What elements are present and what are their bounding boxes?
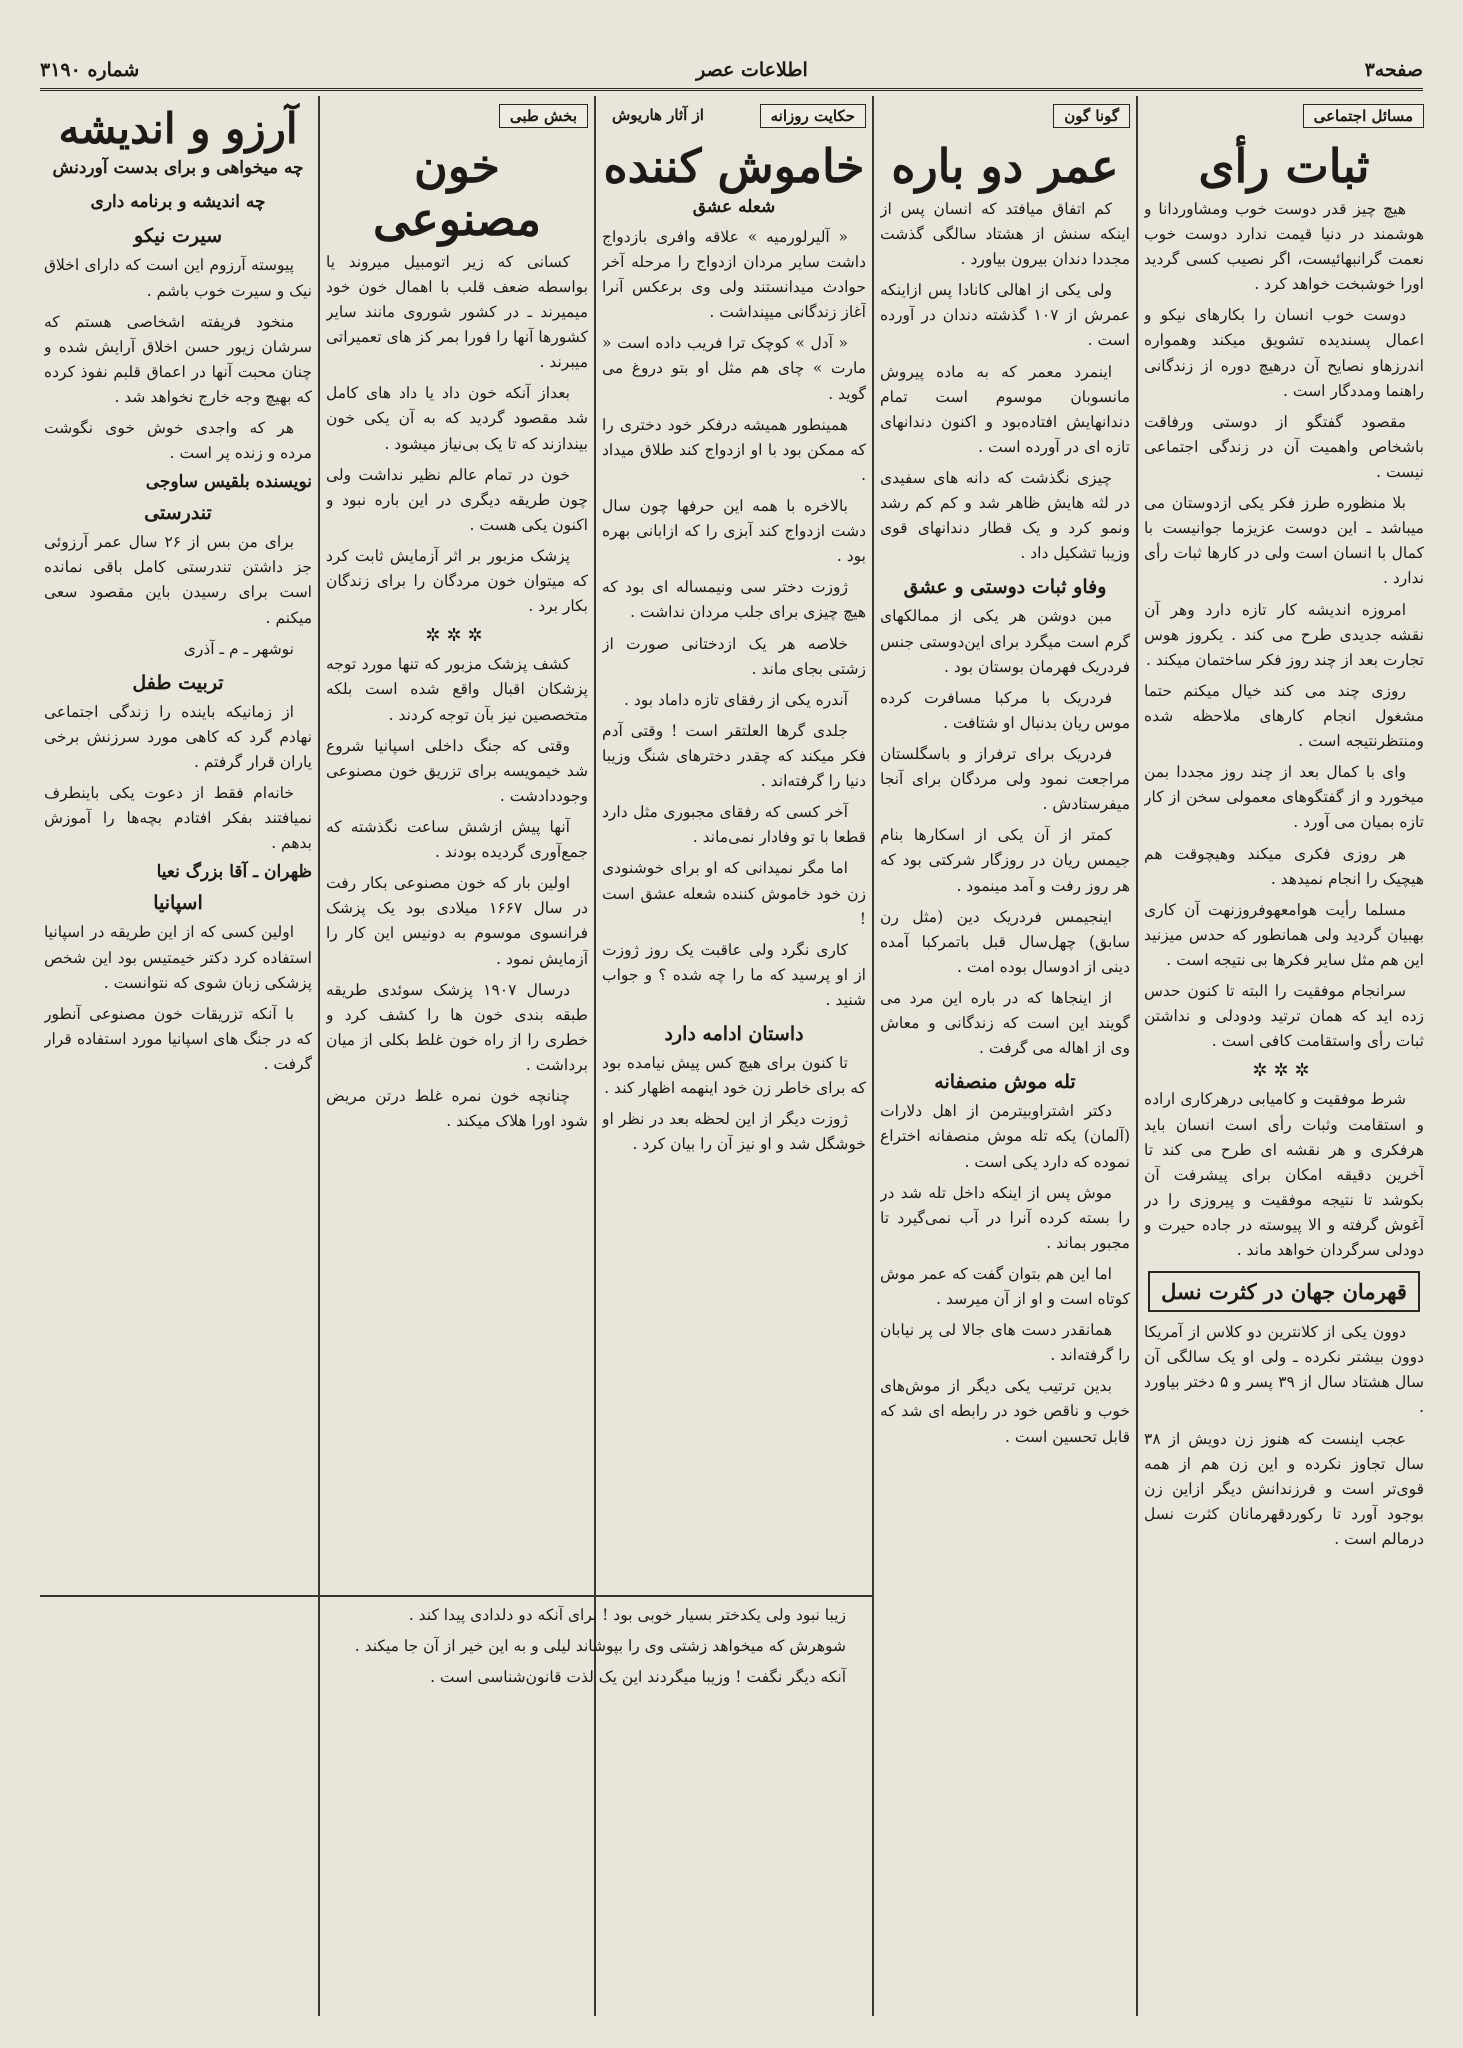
section-title-health: تندرستی [144, 502, 212, 525]
paragraph: همانقدر دست های جالا لی پر نیابان را گرفته‌اند . [880, 1321, 1130, 1365]
boxed-title-champion: قهرمان جهان در کثرت نسل [1148, 1271, 1420, 1312]
paragraph: برای من بس از ۲۶ سال عمر آرزوئی جز داشتن تندرستی کامل باقی نمانده است برای رسیدن باین مقصود سعی میکنم . [44, 533, 312, 627]
paragraph: اینمرد معمر که به ماده پیروش مانسوبان موسوم است تمام دندانهایش افتاده‌بود و اکنون دندانهای تازه ای در آورده است . [880, 362, 1130, 456]
paragraph: چنانچه خون نمره غلط درتن مریض شود اورا هلاک میکند . [326, 1087, 588, 1131]
page-number: صفحه۳ [1364, 59, 1423, 81]
paragraph: آنکه دیگر نگفت ! وزیبا میگردند این یک لذت قانون‌شناسی است . [430, 1668, 846, 1687]
continuation-strip [44, 1603, 864, 2023]
paragraph: عجب اینست که هنوز زن دویش از ۳۸ سال تجاوز نکرده و این زن هم از همه قوی‌تر است و فرزندانش دیگر ازاین زن بوجود آورد تا رکوردقهرمانان کثرت نسل درمالم است . [1144, 1429, 1424, 1549]
section-title-mousetrap: تله موش منصفانه [934, 1071, 1076, 1094]
kicker-row [602, 98, 866, 132]
paragraph: درسال ۱۹۰۷ پزشک سوئدی طریقه طبقه بندی خون ها را کشف کرد و خطری را از راه خون غلط بکلی از میان برداشت . [326, 980, 588, 1074]
paragraph: روزی چند می کند خیال میکنم حتما مشغول انجام کارهای ملاحظه شده ومنتظرنتیجه است . [1144, 681, 1424, 751]
paragraph: وای با کمال بعد از چند روز مجددا بمن میخورد و از گفتگوهای معمولی سخن از کار تازه بمیان می آورد . [1144, 763, 1424, 832]
author-byline: نویسنده بلقیس ساوجی [145, 472, 312, 493]
paragraph: با آنکه تزریقات خون مصنوعی آنطور که در جنگ های اسپانیا مورد استفاده قرار گرفت . [44, 1004, 312, 1074]
paragraph: از زمانیکه باینده را زندگی اجتماعی نهادم گرد که کاهی مورد سرزنش برخی یاران قرار گرفتم . [44, 702, 312, 772]
paragraph: کسانی که زیر اتومبیل میروند یا بواسطه ضعف قلب با اهمال خون خود میمیرند ـ در کشور شوروی مانند سایر کشورها آنها را فورا بمر کز های تعمیراتی میبرند . [326, 252, 588, 372]
paragraph: فردریک برای ترفراز و باسگلستان مراجعت نمود ولی مردگان برای آنجا میفرستادش . [880, 744, 1130, 814]
paragraph: آندره یکی از رفقای تازه داماد بود . [624, 690, 848, 709]
paragraph: دوون یکی از کلانترین دو کلاس از آمریکا دوون بیشتر نکرده ـ ولی او یک سالگی آن سال هشتاد سال از ۳۹ پسر و ۵ دختر بیاورد . [1144, 1323, 1424, 1417]
paragraph: اولین کسی که از این طریقه در اسپانیا استفاده کرد دکتر خیمتیس بود این شخص پزشکی زبان شوی که نتوانست . [44, 923, 312, 992]
section-title-child-upbringing: تربیت طفل [132, 671, 224, 694]
paragraph: مبن دوشن هر یکی از ممالکهای گرم است میگرد برای این‌دوستی جنس فردریک فهرمان بوستان بود . [880, 607, 1130, 676]
paragraph: آخر کسی که رفقای مجبوری مثل دارد قطعا با تو وفادار نمی‌ماند . [602, 803, 866, 847]
paragraph: خلاصه هر یک ازدختانی صورت از زشتی بجای ماند . [602, 634, 866, 678]
section-title-spain: اسپانیا [153, 892, 203, 915]
paragraph: خانه‌ام فقط از دعوت یکی باینطرف نمیافتند بفکر افتادم بچه‌ها را آموزش بدهم . [44, 784, 312, 853]
paragraph: فردریک با مرکبا مسافرت کرده موس ریان بدنبال او شتافت . [880, 688, 1130, 732]
column-miscellaneous [880, 98, 1130, 2028]
subhead-wishes-2: چه اندیشه و برنامه داری [90, 191, 266, 212]
kicker-medical: بخش طبی [499, 104, 588, 128]
paragraph: اما مگر نمیدانی که او برای خوشنودی زن خود خاموش کننده شعله عشق است ! [602, 859, 866, 928]
paragraph: جلدی گرها العلتقر است ! وقتی آدم فکر میکند که چقدر دخترهای شنگ وزیبا دنیا را گرفته‌اند . [602, 721, 866, 791]
paragraph: پیوسته آرزوم این است که دارای اخلاق نیک و سیرت خوب باشم . [44, 256, 312, 300]
paragraph: از اینجاها که در باره این مرد می گویند این است که زندگانی و معاش وی از اهاله می گرفت . [880, 988, 1130, 1058]
paragraph: امروزه اندیشه کار تازه دارد وهر آن نقشه جدیدی طرح می کند . یکروز هوس تجارت بعد از چند روز فکر ساختمان میکند . [1144, 600, 1424, 669]
paragraph: آنها پیش ازشش ساعت نگذشته که جمع‌آوری گردیده بودند . [326, 817, 588, 862]
paragraph: پزشک مزبور بر اثر آزمایش ثابت کرد که میتوان خون مردگان را برای زندگان بکار برد . [326, 546, 588, 616]
section-title-good-character: سیرت نیکو [134, 225, 222, 248]
paragraph: دکتر اشتراوبیترمن از اهل دلارات (آلمان) یکه تله موش منصفانه اختراع نموده که دارد یکی است . [880, 1102, 1130, 1171]
paper-name: اطلاعات عصر [696, 59, 808, 81]
paragraph: همینطور همیشه درفکر خود دختری را که ممکن بود با او ازدواج کند طلاق میداد . [602, 415, 866, 484]
separator-stars: ✲✲✲ [425, 625, 489, 647]
headline-wishes: آرزو و اندیشه [58, 104, 298, 153]
kicker-source: از آثار هاریوش [612, 106, 704, 124]
column-wishes [44, 98, 312, 1593]
section-title-continued: داستان ادامه دارد [664, 1023, 804, 1046]
paragraph: هر روزی فکری میکند وهیچوقت هم هیچیک را انجام نمیدهد . [1144, 844, 1424, 888]
section-title-loyalty: وفاو ثبات دوستی و عشق [903, 576, 1107, 599]
paragraph: بلا منظوره طرز فکر یکی ازدوستان می میباشد ـ این دوست عزیزما جوانیست با کمال با انسان است ولی در کارها ثبات رأی ندارد . [1144, 494, 1424, 588]
column-medical [326, 98, 588, 1593]
subhead-wishes-1: چه میخواهی و برای بدست آوردنش [52, 158, 304, 179]
paragraph: کم اتفاق میافتد که انسان پس از اینکه سنش از هشتاد سالگی گذشت مجددا دندان بیرون بیاورد . [880, 199, 1130, 269]
paragraph: دوست خوب انسان را بکارهای نیکو و اعمال پسندیده تشویق میکند وهمواره اندرزهاو نصایح آن درهیچ دوره از زندگانی راهنما ومددگار است . [1144, 306, 1424, 400]
headline-extinguisher: خاموش کننده [603, 139, 865, 193]
paragraph: موش پس از اینکه داخل تله شد در را بسته کرده آنرا در آب نمی‌گیرد تا مجبور بماند . [880, 1183, 1130, 1252]
paragraph: وقتی که جنگ داخلی اسپانیا شروع شد خیمویسه برای تزریق خون مصنوعی وجوددادشت . [326, 736, 588, 805]
column-rule [1136, 96, 1138, 2016]
paragraph: زیبا نبود ولی یکدختر بسیار خوبی بود ! برای آنکه دو دلدادی پیدا کند . [408, 1606, 846, 1624]
column-social-issues [1144, 98, 1424, 2028]
paragraph: سرانجام موفقیت را البته تا کنون حدس زده اید که همان ترتید ودودلی و نداشتن ثبات رأی واستقامت کافی است . [1144, 982, 1424, 1051]
paragraph: ژوزت دختر سی ونیمساله ای بود که هیچ چیزی برای جلب مردان نداشت . [602, 578, 866, 622]
paragraph: « آلیرلورمیه » علاقه وافری بازدواج داشت سایر مردان ازدواج را مرحله آخر حوادث میدانستند ولی وی برعکس آنرا آغاز زندگانی میپنداشت . [602, 227, 866, 322]
separator-stars: ✲✲✲ [1252, 1060, 1316, 1082]
kicker-daily-story: حکایت روزانه [760, 104, 866, 128]
paragraph: مسلما رأیت هوامعهوفروزنهت آن کاری بهبیان گردید ولی همانطور که حدس میزنید این هم مثل سایر فکرها بی نتیجه است . [1144, 900, 1424, 969]
paragraph: شرط موفقیت و کامیابی درهرکاری اراده و استقامت وثبات رأی است انسان باید هرفکری و هر نقشه ای طرح می کند تا آخرین دقیقه امکان برای پیشرفت آن بکوشد تا نتیجه موفقیت و پیروزی را در آغوش گرفته و الا پیوسته در جاده حیرت و دودلی سرگردان خواهد ماند . [1144, 1090, 1424, 1260]
paragraph: مقصود گفتگو از دوستی ورفاقت باشخاص واهمیت آن در زندگی اجتماعی نیست . [1144, 412, 1424, 481]
paragraph: کمتر از آن یکی از اسکارها بنام جیمس ریان در روزگار شرکتی بود که هر روز رفت و آمد مینمود . [880, 826, 1130, 895]
paragraph: کاری نگرد ولی عاقبت یک روز ژوزت از او پرسید که ما را چه شده ؟ و جواب شنید . [602, 940, 866, 1009]
paragraph: ولی یکی از اهالی کانادا پس ازاینکه عمرش از ۱۰۷ گذشته دندان در آورده است . [880, 281, 1130, 350]
headline-sabat-ray: ثبات رأی [1198, 139, 1370, 193]
paragraph: منخود فریفته اشخاصی هستم که سرشان زیور حسن اخلاق آرایش شده و چنان محبت آنها در اعماق قلبم نفوذ کرده که بهیچ وجه خارج نخواهد شد . [44, 312, 312, 406]
paragraph: ژوزت دیگر از این لحظه بعد در نظر او خوشگل شد و او نیز آن را بیان کرد . [602, 1110, 866, 1154]
paragraph: هیچ چیز قدر دوست خوب ومشاوردانا و هوشمند در دنیا قیمت ندارد دوست خوب نعمت گرانبهائیست،‌ اگر نصیب کسی گردید اورا خوشبخت خواهد کرد . [1144, 199, 1424, 294]
paragraph: بدین ترتیب یکی دیگر از موش‌های خوب و ناقص خود در رابطه ای شد که قابل تحسین است . [880, 1377, 1130, 1446]
headline-artificial-blood: خون مصنوعی [373, 139, 541, 246]
paragraph: « آدل » کوچک ترا فریب داده است « مارت » چای هم مثل او بتو دروغ می گوید . [602, 334, 866, 403]
masthead [40, 52, 1423, 91]
paragraph: بعداز آنکه خون داد یا داد های کامل شد مقصود گردید که به آن یکی خون بیندازند که تا یک بی‌نیاز میشود . [326, 384, 588, 453]
issue-number: شماره ۳۱۹۰ [40, 59, 140, 81]
paragraph: اینجیمس فردریک دین (مثل رن سابق) چهل‌سال قبل باتمرکبا آمده دینی از ادوسال بوده امت . [880, 907, 1130, 976]
paragraph: شوهرش که میخواهد زشتی وی را بپوشاند لیلی و به این خیر از آن جا میکند . [354, 1637, 846, 1656]
paragraph: تا کنون برای هیچ کس پیش نیامده بود که برای خاطر زن خود اینهمه اظهار کند . [602, 1054, 866, 1098]
signature: ظهران ـ آقا بزرگ نعیا [156, 862, 312, 883]
kicker-social-issues: مسائل اجتماعی [1303, 104, 1424, 128]
signature: نوشهر ـ م ـ آذری [183, 639, 294, 658]
paragraph: هر که واجدی خوش خوی نگوشت مرده و زنده پر است . [44, 419, 312, 463]
headline-omr-dobare: عمر دو باره [891, 139, 1119, 193]
paragraph: چیزی نگذشت که دانه های سفیدی در لثه هایش ظاهر شد و کم کم رشد ونمو کرد و یک قطار دندانهای قوی وزیبا تشکیل داد . [880, 468, 1130, 563]
column-rule [872, 96, 874, 2016]
paragraph: اما این هم بتوان گفت که عمر موش کوتاه است و او از آن میرسد . [880, 1264, 1130, 1309]
paragraph: خون در تمام عالم نظیر نداشت ولی چون طریقه دیگری در این باره نبود و اکنون یکی هست . [326, 465, 588, 534]
paragraph: کشف پزشک مزبور که تنها مورد توجه پزشکان اقبال واقع شده است بلکه متخصصین نیز بآن توجه کردند . [326, 655, 588, 724]
paragraph: اولین بار که خون مصنوعی بکار رفت در سال ۱۶۶۷ میلادی بود یک پزشک فرانسوی موسوم به دونیس این کار را آزمایش نمود . [326, 874, 588, 968]
paragraph: بالاخره با همه این حرفها چون سال دشت ازدواج کند آبزی را که ازابانی بهره بود . [602, 496, 866, 566]
kicker-miscellaneous: گونا گون [1053, 104, 1130, 128]
subhead-flame-of-love: شعله عشق [692, 196, 776, 217]
